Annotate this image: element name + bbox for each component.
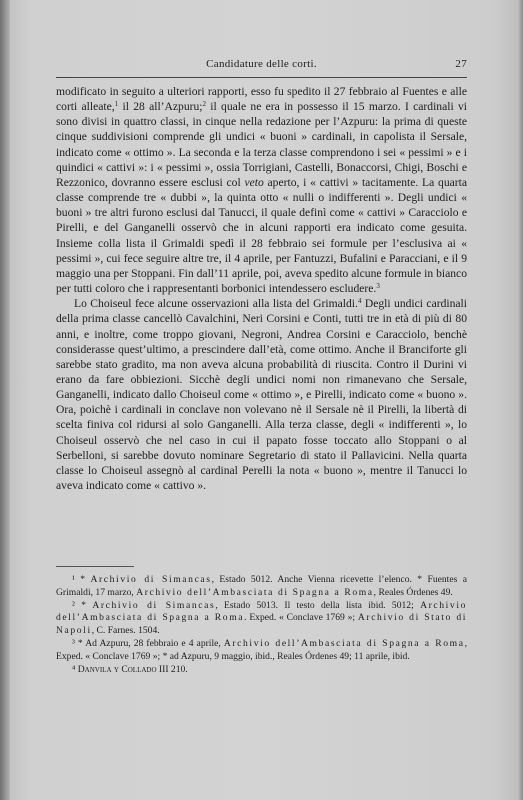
spaced-citation: Archivio dell’Ambasciata di Spagna a Roma bbox=[56, 599, 467, 624]
footnote: ⁴ Danvila y Collado III 210. bbox=[72, 663, 188, 675]
footnote-ref: 1 bbox=[114, 100, 119, 109]
author-name: Danvila y Collado bbox=[77, 663, 157, 675]
running-header bbox=[56, 58, 467, 74]
footnote-ref: 4 bbox=[357, 297, 362, 306]
footnote: ¹ * Archivio di Simancas, Estado 5012. Anche Vienna ricevette l’elenco. * Fuentes a Grimaldi, 17 marzo, Archivio dell’Ambasciata di Spagna a Roma, Reales Órdenes 49. bbox=[56, 574, 467, 598]
footnote: ³ * Ad Azpuru, 28 febbraio e 4 aprile, Archivio dell’Ambasciata di Spagna a Roma, Exped. « Conclave 1769 »; * ad Azpuru, 9 maggio, ibid., Reales Órdenes 49; 11 aprile, ibid. bbox=[56, 637, 467, 662]
page-binding-shadow bbox=[0, 0, 10, 800]
page-edge-shadow bbox=[517, 0, 523, 800]
spaced-citation: Archivio di Stato di Napoli bbox=[56, 612, 468, 637]
footnotes bbox=[56, 574, 467, 676]
spaced-citation: Archivio di Simancas bbox=[92, 599, 216, 611]
running-title: Candidature delle corti. bbox=[206, 58, 317, 70]
spaced-citation: Archivio dell’Ambasciata di Spagna a Roma bbox=[223, 637, 465, 649]
header-rule bbox=[56, 77, 467, 78]
spaced-citation: Archivio dell’Ambasciata di Spagna a Roma bbox=[136, 586, 374, 598]
footnote-ref: 3 bbox=[376, 282, 380, 291]
footnote-ref: 2 bbox=[202, 100, 207, 109]
footnotes-rule bbox=[56, 566, 134, 567]
footnote: ² * Archivio di Simancas, Estado 5013. Il testo della lista ibid. 5012; Archivio dell’Ambasciata di Spagna a Roma. Exped. « Conclave 1769 »; Archivio di Stato di Napoli, C. Farnes. 1504. bbox=[56, 599, 468, 637]
paragraph: Lo Choiseul fece alcune osservazioni alla lista del Grimaldi.$^4$ Degli undici cardinali della prima classe cancellò Cavalchini, Neri Corsini e Conti, tutti tre in età di più di 80 anni, e inoltre, come troppo giovani, Negroni, Andrea Corsini e Caracciolo, benchè considerasse quest’ultimo, a prescindere dall’età, come ottimo. Anche il Branciforte gli sarebbe stato gradito, ma non aveva alcuna probabilità di riuscita. Contro il Durini vi erano da fare obbiezioni. Sicchè degli undici nomi non rimanevano che Sersale, Ganganelli, indicato dallo Choiseul come « ottimo », e Pirelli, indicato come « buono ». Ora, poichè i cardinali in conclave non volevano nè il Sersale nè il Pirelli, la libertà di scelta finiva col ridursi al solo Ganganelli. Alla terza classe, degli « indifferenti », lo Choiseul osservò che nel caso in cui il papato fosse toccato allo Stoppani o al Serbelloni, si sarebbe dovuto nominare Segretario di stato il Pallavicini. Nella quarta classe lo Choiseul assegnò al cardinal Perelli la nota « buono », mentre il Tanucci lo aveva indicato come « cattivo ». bbox=[56, 297, 467, 493]
main-text bbox=[56, 84, 467, 493]
emphasis: veto bbox=[244, 175, 264, 189]
spaced-citation: Archivio di Simancas bbox=[90, 574, 212, 585]
page-number: 27 bbox=[455, 58, 467, 70]
paragraph: modificato in seguito a ulteriori rapporti, esso fu spedito il 27 febbraio al Fuentes e alle corti alleate,$^1$ il 28 all’Azpuru;$^2$ il quale ne era in possesso il 15 marzo. I cardinali vi sono divisi in quattro classi, in cinque nella redazione per l’Azpuru: la prima di queste cinque suddivisioni comprende gli undici « buoni » cardinali, in capolista il Sersale, indicato come « ottimo ». La seconda e la terza classe comprendono i sei « pessimi » e i quindici « cattivi »: i « pessimi », ossia Torrigiani, Castelli, Bonaccorsi, Chigi, Boschi e Rezzonico, dovranno essere esclusi col veto aperto, i « cattivi » tacitamente. La quarta classe comprende tre « dubbi », la quinta otto « nulli o indifferenti ». Degli undici « buoni » tre altri furono esclusi dal Tanucci, il quale definì come « cattivi » Caracciolo e Pirelli, e del Ganganelli osservò che in alcuni rapporti era indicato come gesuita. Insieme colla lista il Grimaldi spedì il 28 febbraio sei formule per l’esclusiva ai « pessimi », cui fece seguire altre tre, il 4 aprile, per Fantuzzi, Bufalini e Paracciani, e il 9 maggio una per Stoppani. Fin dall’11 aprile, poi, aveva spedito alcune formule in bianco per tutti coloro che i rappresentanti borbonici intendessero escludere.$^3$ bbox=[56, 85, 467, 296]
